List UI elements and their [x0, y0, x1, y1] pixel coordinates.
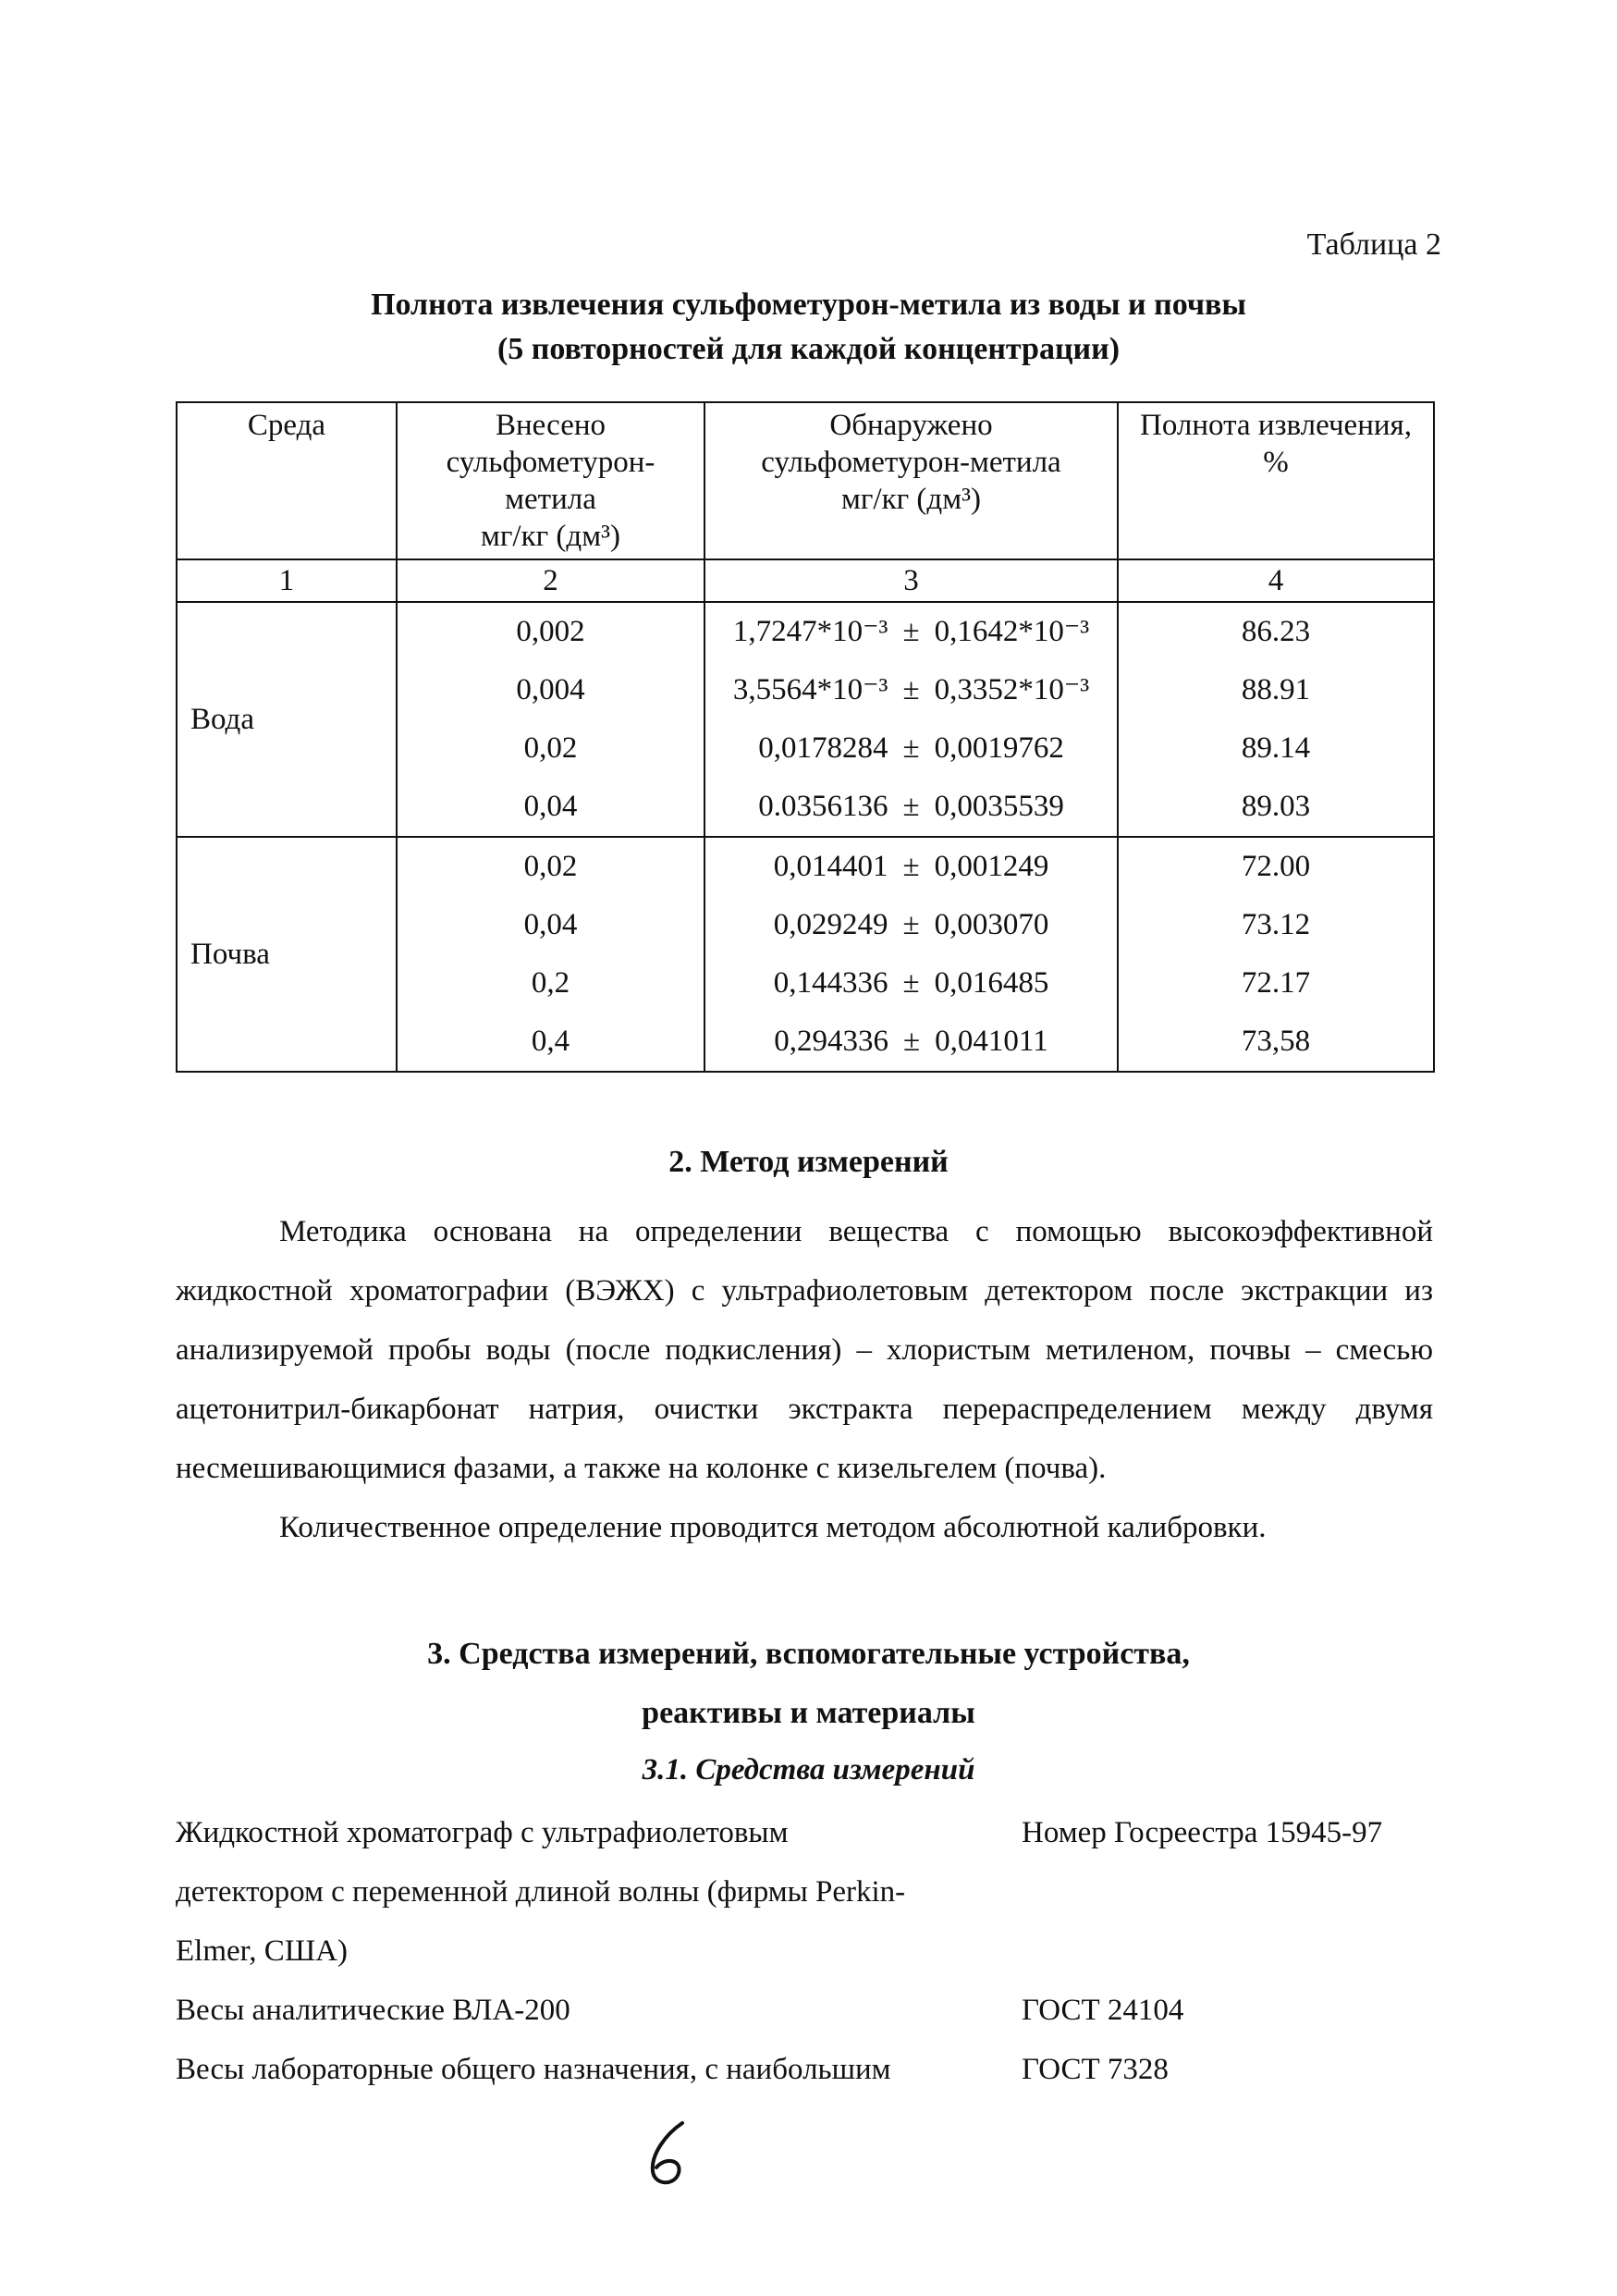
- table-row: [177, 602, 1434, 661]
- water-section: [177, 602, 1434, 837]
- cell-added: 0,04: [397, 896, 704, 954]
- cell-added: 0,004: [397, 661, 704, 719]
- recovery-table: [176, 401, 1435, 1073]
- header-found: Обнаружено сульфометурон-метила мг/кг (дм³): [704, 402, 1118, 559]
- found-sd: 0,001249: [934, 850, 1049, 883]
- found-mean: 0,014401: [773, 850, 888, 883]
- equipment-analytical-balance: Весы аналитические ВЛА-200: [176, 1994, 570, 2027]
- cell-recovery: 86.23: [1118, 602, 1434, 661]
- cell-recovery: 88.91: [1118, 661, 1434, 719]
- table-caption-line1: Полнота извлечения сульфометурон-метила из воды и почвы: [371, 288, 1246, 322]
- cell-env: Вода: [177, 602, 397, 837]
- section31-title: 3.1. Средства измерений: [642, 1753, 975, 1786]
- header-added: Внесено сульфометурон- метила мг/кг (дм³): [397, 402, 704, 559]
- table-label: Таблица 2: [1306, 227, 1441, 262]
- cell-added: 0,02: [397, 837, 704, 896]
- plus-minus: ±: [902, 966, 920, 1000]
- found-sd: 0,003070: [934, 908, 1049, 941]
- cell-found: [704, 719, 1118, 778]
- cell-recovery: 72.00: [1118, 837, 1434, 896]
- found-sd: 0,0019762: [934, 731, 1064, 765]
- cell-env: Почва: [177, 837, 397, 1072]
- page-number: [638, 2118, 703, 2196]
- table-header-row: [177, 402, 1434, 559]
- cell-recovery: 73,58: [1118, 1013, 1434, 1072]
- plus-minus: ±: [902, 850, 920, 883]
- found-mean: 0,294336: [774, 1025, 889, 1058]
- found-sd: 0,3352*10⁻³: [934, 673, 1090, 706]
- cell-found: [704, 1013, 1118, 1072]
- cell-found: [704, 954, 1118, 1013]
- header-recovery: Полнота извлечения, %: [1118, 402, 1434, 559]
- plus-minus: ±: [902, 673, 920, 706]
- cell-found: [704, 896, 1118, 954]
- found-mean: 3,5564*10⁻³: [732, 673, 888, 706]
- found-sd: 0,1642*10⁻³: [934, 615, 1090, 648]
- plus-minus: ±: [902, 790, 920, 823]
- cell-added: 0,4: [397, 1013, 704, 1072]
- table-row: [177, 837, 1434, 896]
- cell-recovery: 89.14: [1118, 719, 1434, 778]
- plus-minus: ±: [902, 615, 920, 648]
- cell-added: 0,002: [397, 602, 704, 661]
- cell-found: [704, 837, 1118, 896]
- equipment-analytical-balance-ref: ГОСТ 24104: [1022, 1994, 1184, 2027]
- plus-minus: ±: [903, 1025, 921, 1058]
- found-mean: 0,0178284: [758, 731, 888, 765]
- plus-minus: ±: [902, 908, 920, 941]
- column-number-row: 1 2 3 4: [177, 559, 1434, 602]
- table-caption-line2: (5 повторностей для каждой концентрации): [496, 332, 1121, 366]
- equipment-hplc: Жидкостной хроматограф с ультрафиолетовым детектором с переменной длиной волны (фирмы Perkin- Elmer, США): [176, 1816, 906, 1968]
- section2-paragraph1: Методика основана на определении вещества с помощью высокоэффективной жидкостной хроматографии (ВЭЖХ) с ультрафиолетовым детектором после экстракции из анализируемой пробы воды (после подкисления) – хлористым метиленом, почвы – смесью ацетонитрил-бикарбонат натрия, очистки экстракта перераспределением между двумя несмешивающимися фазами, а также на колонке с кизельгелем (почва).: [176, 1215, 1433, 1485]
- soil-section: [177, 837, 1434, 1072]
- found-mean: 1,7247*10⁻³: [732, 615, 888, 648]
- found-sd: 0,041011: [935, 1025, 1048, 1058]
- cell-recovery: 89.03: [1118, 778, 1434, 837]
- cell-found: [704, 661, 1118, 719]
- equipment-hplc-ref: Номер Госреестра 15945-97: [1022, 1816, 1383, 1849]
- found-sd: 0,0035539: [934, 790, 1064, 823]
- equipment-lab-balance-ref: ГОСТ 7328: [1022, 2053, 1169, 2086]
- header-env: Среда: [177, 402, 397, 559]
- section3-title-line1: 3. Средства измерений, вспомогательные устройства,: [427, 1637, 1190, 1671]
- cell-added: 0,02: [397, 719, 704, 778]
- found-mean: 0,144336: [773, 966, 888, 1000]
- plus-minus: ±: [902, 731, 920, 765]
- section2-title: 2. Метод измерений: [668, 1145, 949, 1179]
- section3-title-line2: реактивы и материалы: [642, 1696, 975, 1730]
- cell-found: [704, 602, 1118, 661]
- cell-added: 0,2: [397, 954, 704, 1013]
- found-sd: 0,016485: [934, 966, 1049, 1000]
- cell-recovery: 73.12: [1118, 896, 1434, 954]
- section2-body: [176, 1202, 1433, 1557]
- cell-added: 0,04: [397, 778, 704, 837]
- equipment-lab-balance: Весы лабораторные общего назначения, с наибольшим: [176, 2053, 891, 2086]
- found-mean: 0.0356136: [758, 790, 888, 823]
- cell-recovery: 72.17: [1118, 954, 1434, 1013]
- cell-found: [704, 778, 1118, 837]
- found-mean: 0,029249: [773, 908, 888, 941]
- section2-paragraph2: Количественное определение проводится методом абсолютной калибровки.: [279, 1511, 1267, 1544]
